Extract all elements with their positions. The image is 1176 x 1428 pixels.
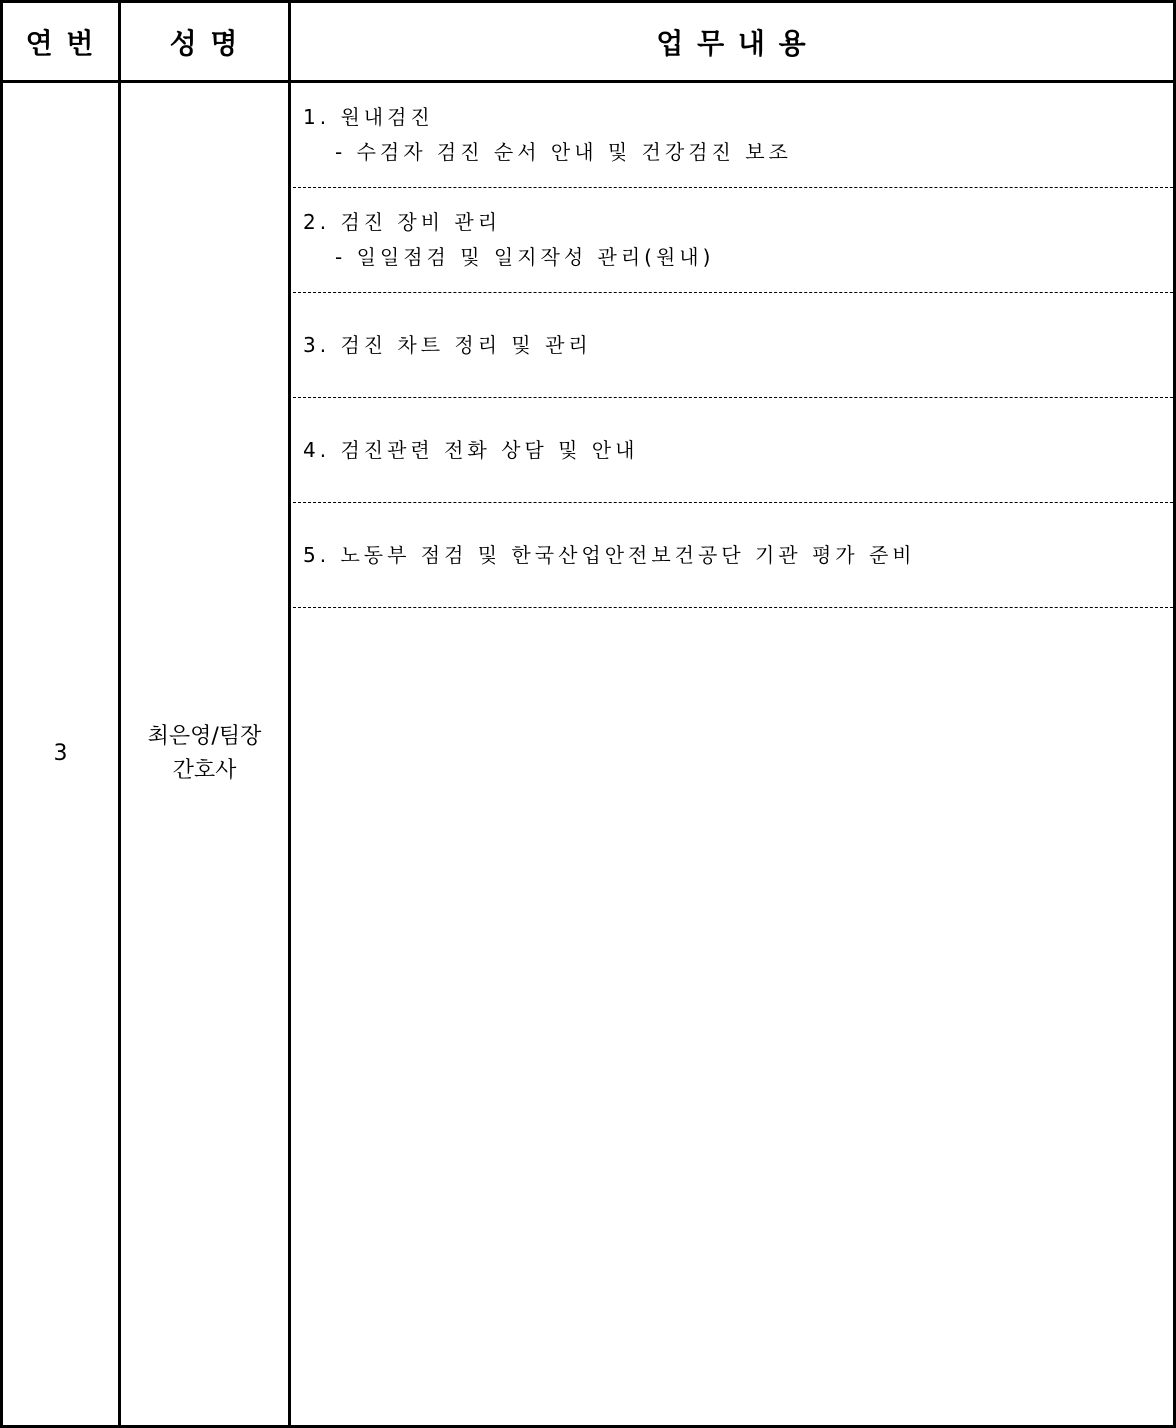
row-number: 3 [53, 741, 68, 766]
duty-detail: - 수검자 검진 순서 안내 및 건강검진 보조 [335, 140, 792, 164]
number-cell [3, 83, 118, 1425]
duty-item [293, 398, 1173, 503]
name-cell [121, 83, 288, 1425]
name-line-2: 간호사 [172, 758, 237, 783]
duty-detail: - 일일점검 및 일지작성 관리(원내) [335, 245, 715, 269]
duty-item [293, 503, 1173, 608]
header-name-label: 성 명 [169, 26, 240, 60]
duty-title: 5. 노동부 점검 및 한국산업안전보건공단 기관 평가 준비 [303, 542, 916, 567]
duties-list [293, 83, 1173, 608]
duty-item [293, 83, 1173, 188]
header-name-cell [121, 3, 288, 80]
name-line-1: 최은영/팀장 [147, 724, 262, 749]
duty-title: 3. 검진 차트 정리 및 관리 [303, 332, 592, 357]
duty-item [293, 188, 1173, 293]
header-number-label: 연 번 [25, 26, 96, 60]
header-duties-label: 업 무 내 용 [656, 26, 808, 60]
duty-title: 4. 검진관련 전화 상담 및 안내 [303, 437, 639, 462]
column-divider [288, 3, 291, 1425]
header-number-cell [3, 3, 118, 80]
duty-title: 2. 검진 장비 관리 [303, 210, 502, 234]
header-duties-cell [291, 3, 1173, 80]
duty-item [293, 293, 1173, 398]
duty-title: 1. 원내검진 [303, 105, 434, 129]
